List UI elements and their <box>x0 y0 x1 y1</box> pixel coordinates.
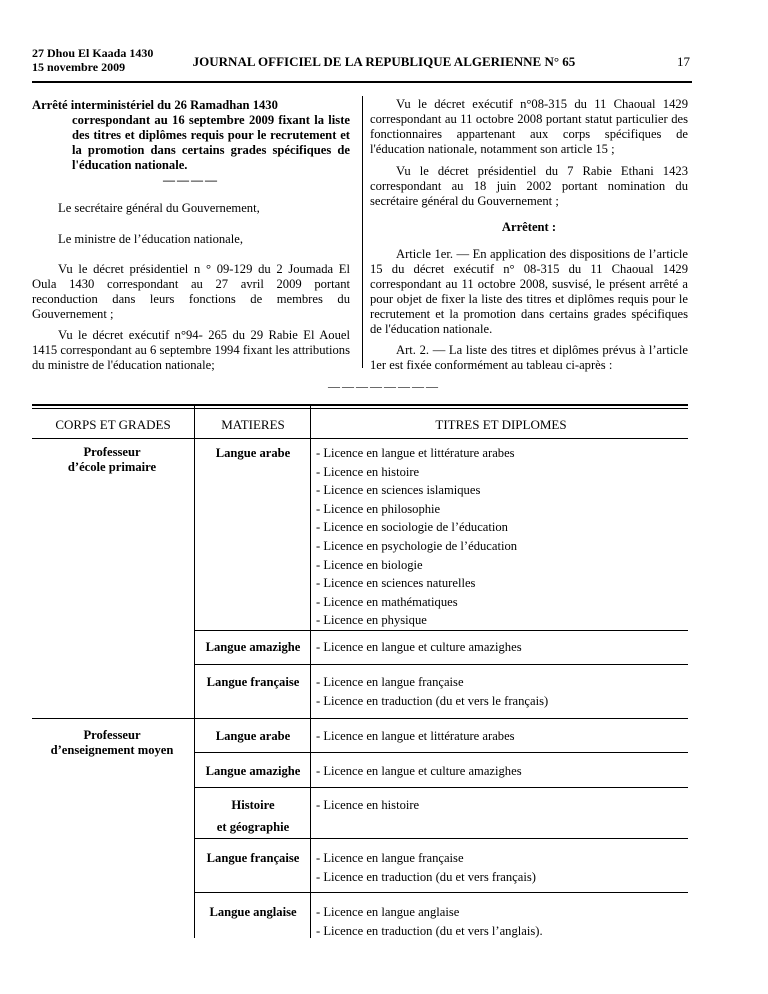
titre-item: - Licence en psychologie de l’éducation <box>316 538 518 553</box>
matiere-cell <box>198 794 308 838</box>
titres-cell <box>316 796 686 815</box>
row-divider-3 <box>194 752 688 753</box>
row-divider-1 <box>194 630 688 631</box>
title-dashes: ———— <box>163 173 219 187</box>
row-divider-2 <box>194 664 688 665</box>
titre-item: - Licence en traduction (du et vers le français) <box>316 693 549 708</box>
column-divider <box>362 96 363 368</box>
article-2: Art. 2. — La liste des titres et diplômes prévus à l’article 1er est fixée conformément au tableau ci-après : <box>370 343 688 372</box>
titre-item: - Licence en langue française <box>316 675 464 689</box>
header-divider <box>32 438 688 439</box>
left-paragraph-2: Le ministre de l’éducation nationale, <box>58 232 243 246</box>
titre-item: - Licence en physique <box>316 613 427 628</box>
row-divider-corps <box>32 718 688 719</box>
titre-item: - Licence en histoire <box>316 798 420 812</box>
matiere-cell: Langue arabe <box>215 446 291 460</box>
titre-item: - Licence en langue et littérature arabes <box>316 729 515 743</box>
titres-cell <box>316 638 686 657</box>
left-paragraph-3: Vu le décret présidentiel n ° 09-129 du 2 Joumada El Oula 1430 correspondant au 27 avril 2009 portant reconduction dans leurs fonctions de membres du Gouvernement ; <box>32 262 350 321</box>
corps-2-line1: Professeur <box>83 728 141 742</box>
titre-item: - Licence en langue et littérature arabes <box>316 446 515 460</box>
journal-title: JOURNAL OFFICIEL DE LA REPUBLIQUE ALGERIENNE N° 65 <box>192 54 576 69</box>
titre-item: - Licence en philosophie <box>316 501 441 516</box>
table-top-rule-thin <box>32 408 688 409</box>
titre-item: - Licence en biologie <box>316 557 423 572</box>
header-titres-diplomes: TITRES ET DIPLOMES <box>435 417 567 432</box>
table-top-rule <box>32 404 688 406</box>
titre-item: - Licence en histoire <box>316 464 420 479</box>
article-1: Article 1er. — En application des dispositions de l’article 15 du décret exécutif n° 08-315 du 11 Chaoual 1429 correspondant au 11 octobre 2008, susvisé, le présent arrêté a pour objet de fixer la liste des titres et diplômes requis pour le recrutement et la promotion dans certains grades spécifiques de l'éducation nationale. <box>370 247 688 336</box>
titres-cell <box>316 849 686 886</box>
left-paragraph-1: Le secrétaire général du Gouvernement, <box>58 201 260 215</box>
corps-1-line1: Professeur <box>83 445 141 459</box>
left-paragraph-4: Vu le décret exécutif n°94- 265 du 29 Rabie El Aouel 1415 correspondant au 6 septembre 1994 fixant les attributions du ministre de l'éducation nationale; <box>32 328 350 372</box>
matiere-cell: Langue amazighe <box>205 640 301 654</box>
titre-item: - Licence en langue et culture amazighes <box>316 764 522 778</box>
titre-item: - Licence en sociologie de l’éducation <box>316 520 508 535</box>
matiere-cell: Langue arabe <box>215 729 291 743</box>
matiere-cell: Langue française <box>206 851 300 865</box>
titres-cell <box>316 903 686 940</box>
header-corps-grades: CORPS ET GRADES <box>55 417 171 432</box>
header-date-gregorian: 15 novembre 2009 <box>32 60 126 74</box>
corps-2-line2: d’enseignement moyen <box>50 743 174 757</box>
matiere-line1: Histoire <box>231 798 275 812</box>
titre-item: - Licence en langue française <box>316 851 464 865</box>
right-paragraph-1: Vu le décret exécutif n°08-315 du 11 Chaoual 1429 correspondant au 11 octobre 2008 portant statut particulier des fonctionnaires appartenant aux corps spécifiques de l'éducation nationale, notamment son article 15 ; <box>370 97 688 156</box>
table-vline-1 <box>194 404 195 938</box>
arretent-heading: Arrêtent : <box>501 220 557 234</box>
titre-item: - Licence en mathématiques <box>316 594 458 609</box>
row-divider-4 <box>194 787 688 788</box>
corps-cell-2 <box>32 728 192 758</box>
titres-cell <box>316 727 686 746</box>
titre-item: - Licence en traduction (du et vers français) <box>316 869 536 884</box>
header-matieres: MATIERES <box>221 417 285 432</box>
titre-item: - Licence en sciences naturelles <box>316 576 476 591</box>
titre-item: - Licence en langue anglaise <box>316 905 460 919</box>
corps-cell-1 <box>32 445 192 475</box>
matiere-cell: Langue française <box>206 675 300 689</box>
header-date-hijri: 27 Dhou El Kaada 1430 <box>32 46 154 60</box>
titre-item: - Licence en langue et culture amazighes <box>316 640 522 654</box>
section-separator: ———————— <box>328 379 440 393</box>
decree-title-line1: Arrêté interministériel du 26 Ramadhan 1430 <box>32 98 278 112</box>
table-vline-2 <box>310 404 311 938</box>
matiere-line2: et géographie <box>216 820 290 834</box>
titres-cell <box>316 762 686 781</box>
decree-title <box>32 98 350 173</box>
header-rule <box>32 81 692 83</box>
decree-title-rest: correspondant au 16 septembre 2009 fixant la liste des titres et diplômes requis pour le recrutement et la promotion dans certains grades spécifiques de l'éducation nationale. <box>72 113 350 172</box>
matiere-cell: Langue anglaise <box>209 905 297 919</box>
titre-item: - Licence en sciences islamiques <box>316 483 481 498</box>
titres-cell <box>316 673 686 710</box>
corps-1-line2: d’école primaire <box>67 460 157 474</box>
page-number: 17 <box>677 54 690 69</box>
titre-item: - Licence en traduction (du et vers l’anglais). <box>316 923 543 938</box>
row-divider-6 <box>194 892 688 893</box>
right-paragraph-2: Vu le décret présidentiel du 7 Rabie Ethani 1423 correspondant au 18 juin 2002 portant nomination du secrétaire général du Gouvernement ; <box>370 164 688 208</box>
matiere-cell: Langue amazighe <box>205 764 301 778</box>
row-divider-5 <box>194 838 688 839</box>
titres-cell <box>316 444 686 630</box>
